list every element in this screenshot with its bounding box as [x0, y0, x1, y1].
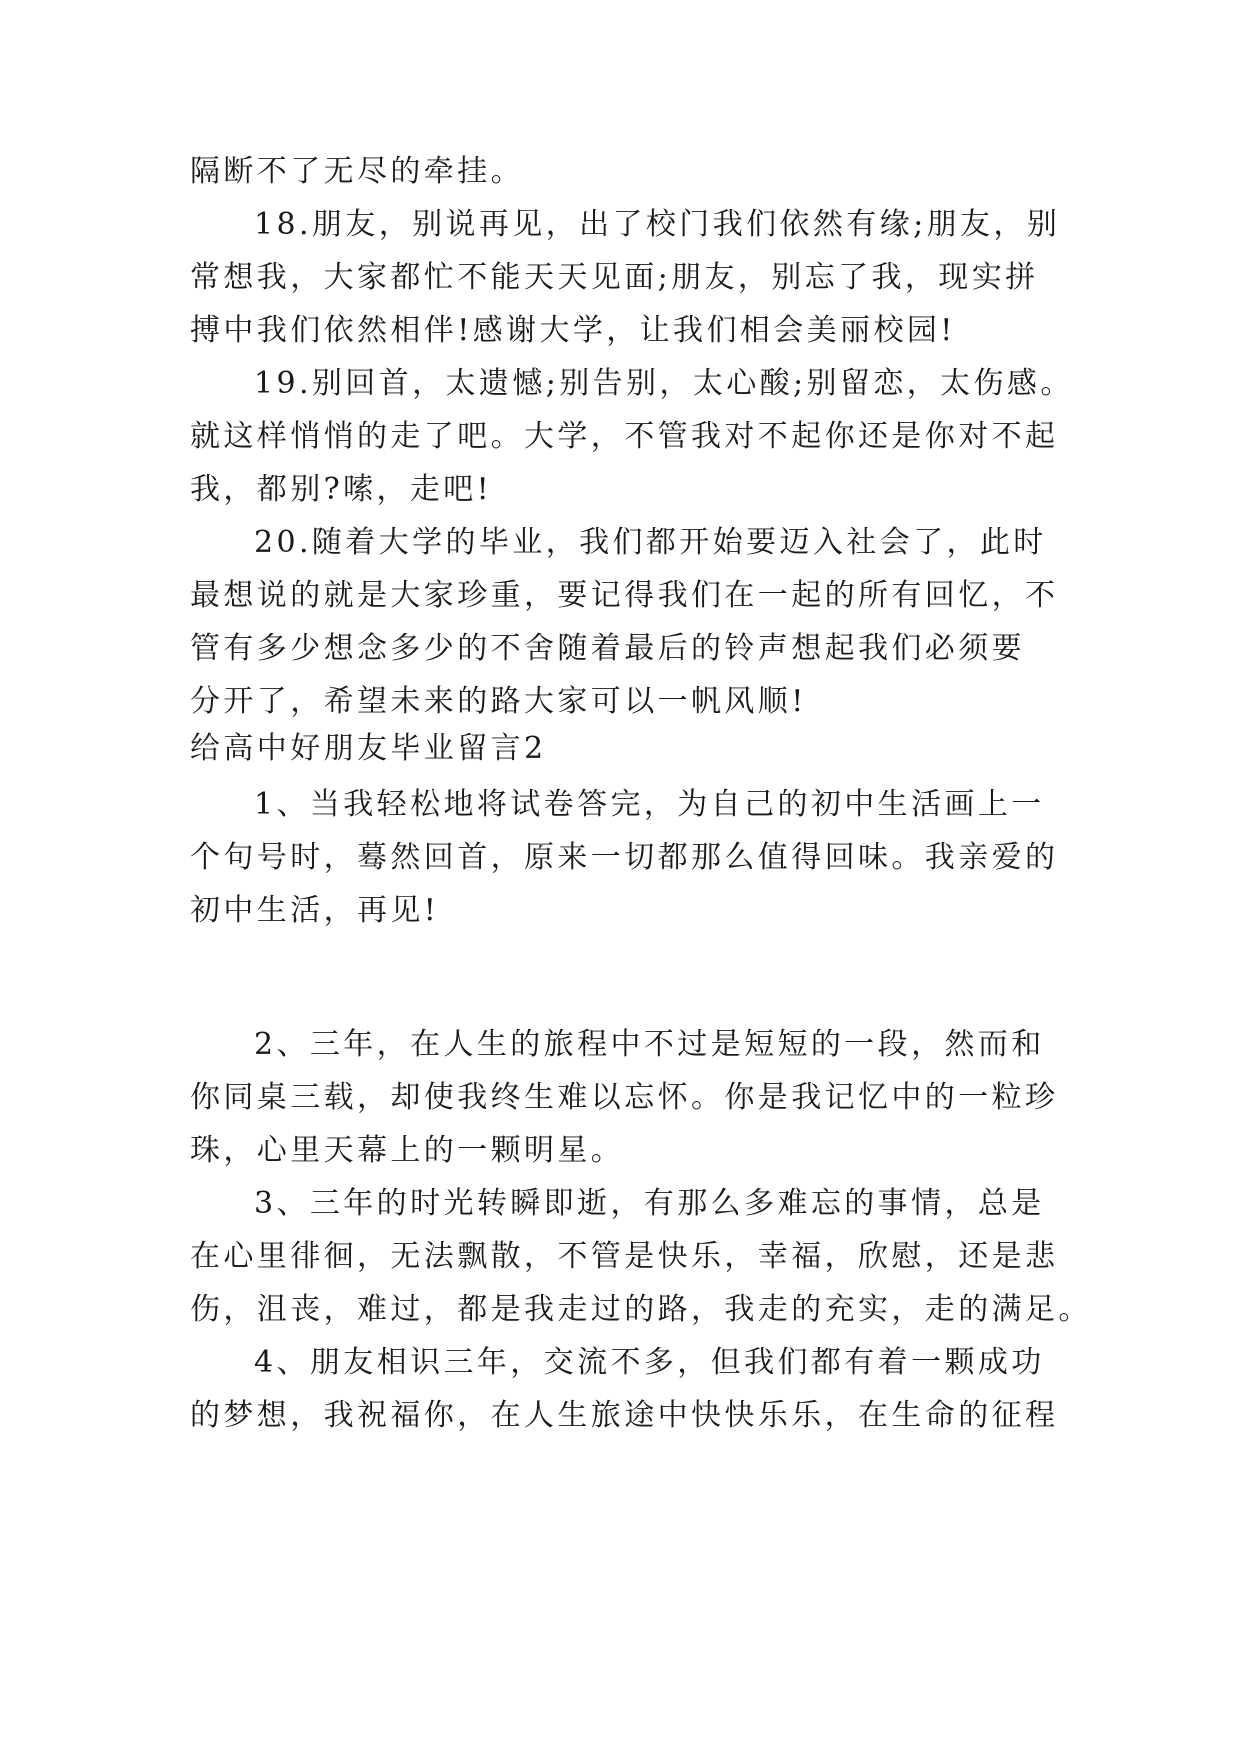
- text-line: 常想我，大家都忙不能天天见面;朋友，别忘了我，现实拼: [190, 260, 1039, 295]
- text-line: 我，都别?嗦，走吧!: [190, 472, 493, 507]
- paragraph-2-line-1: 2、三年，在人生的旅程中不过是短短的一段，然而和: [254, 1027, 1045, 1062]
- text-line: 搏中我们依然相伴!感谢大学，让我们相会美丽校园!: [190, 313, 956, 348]
- text-line: 你同桌三载，却使我终生难以忘怀。你是我记忆中的一粒珍: [190, 1080, 1059, 1115]
- text-line: 珠，心里天幕上的一颗明星。: [190, 1133, 625, 1168]
- text-line: 管有多少想念多少的不舍随着最后的铃声想起我们必须要: [190, 631, 1025, 666]
- paragraph-1-line-1: 1、当我轻松地将试卷答完，为自己的初中生活画上一: [254, 787, 1045, 822]
- text-line: 隔断不了无尽的牵挂。: [190, 154, 524, 189]
- document-page: [190, 152, 1092, 1692]
- paragraph-3-line-1: 3、三年的时光转瞬即逝，有那么多难忘的事情，总是: [254, 1186, 1045, 1221]
- text-line: 的梦想，我祝福你，在人生旅途中快快乐乐，在生命的征程: [190, 1398, 1059, 1433]
- text-line: 伤，沮丧，难过，都是我走过的路，我走的充实，走的满足。: [190, 1292, 1092, 1327]
- paragraph-4-line-1: 4、朋友相识三年，交流不多，但我们都有着一颗成功: [254, 1345, 1045, 1380]
- paragraph-20-line-1: 20.随着大学的毕业，我们都开始要迈入社会了，此时: [254, 525, 1047, 560]
- text-line: 最想说的就是大家珍重，要记得我们在一起的所有回忆，不: [190, 578, 1059, 613]
- text-line: 分开了，希望未来的路大家可以一帆风顺!: [190, 684, 807, 719]
- text-line: 在心里徘徊，无法飘散，不管是快乐，幸福，欣慰，还是悲: [190, 1239, 1059, 1274]
- text-line: 就这样悄悄的走了吧。大学，不管我对不起你还是你对不起: [190, 419, 1059, 454]
- text-line: 初中生活，再见!: [190, 893, 440, 928]
- text-line: 个句号时，蓦然回首，原来一切都那么值得回味。我亲爱的: [190, 840, 1059, 875]
- paragraph-18-line-1: 18.朋友，别说再见，出了校门我们依然有缘;朋友，别: [254, 207, 1061, 242]
- paragraph-19-line-1: 19.别回首，太遗憾;别告别，太心酸;别留恋，太伤感。: [254, 366, 1074, 401]
- section-heading: 给高中好朋友毕业留言2: [190, 731, 547, 766]
